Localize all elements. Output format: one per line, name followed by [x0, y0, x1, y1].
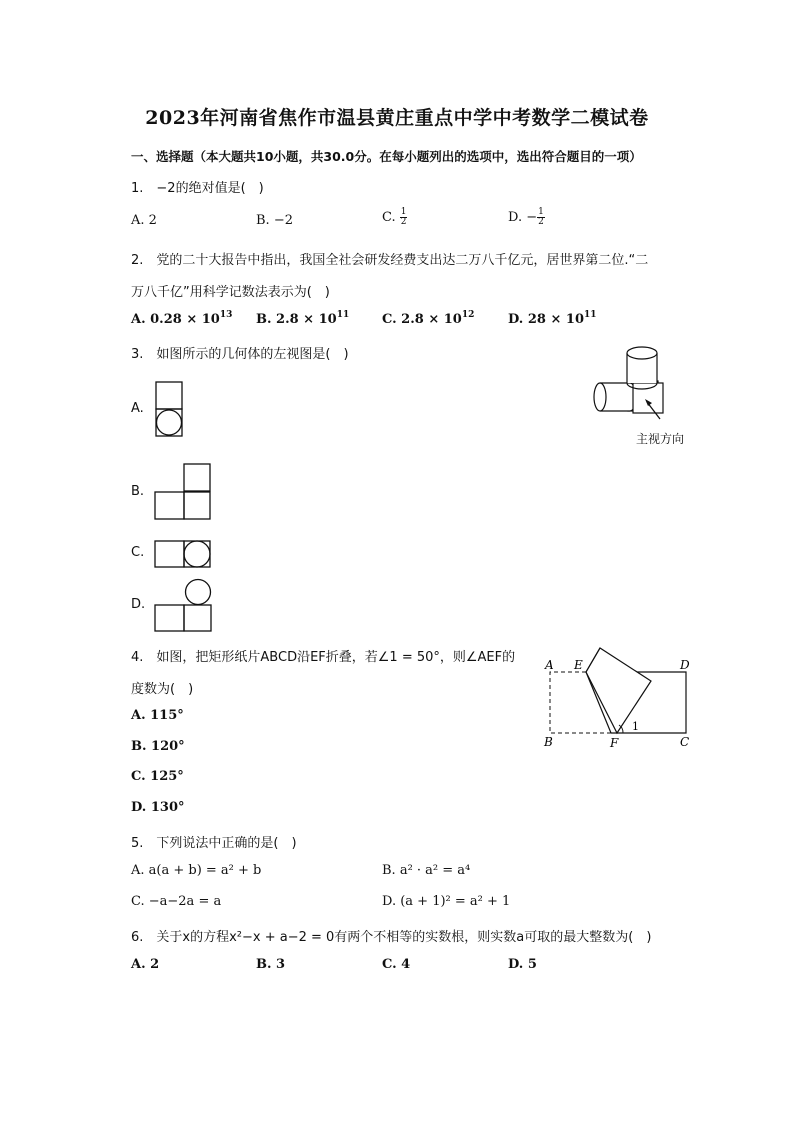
- q2-option-c-exponent: 12: [461, 310, 475, 320]
- q3-option-a-label[interactable]: A.: [131, 401, 144, 416]
- q4-fold-figure: [538, 646, 698, 751]
- q5-option-c[interactable]: C. −a−2a = a: [131, 894, 222, 909]
- q1-option-d-prefix: D. −: [508, 210, 538, 225]
- q2-option-c[interactable]: [382, 312, 474, 327]
- q3-option-d-label[interactable]: D.: [131, 597, 146, 612]
- q2-option-b-base: B. 2.8 × 10: [256, 312, 337, 327]
- label-b: B: [544, 735, 553, 749]
- q6-option-c[interactable]: C. 4: [382, 957, 411, 972]
- q1-option-d-fraction: [537, 208, 545, 227]
- q1-option-c[interactable]: [382, 208, 407, 227]
- q2-option-d-exponent: 11: [584, 310, 597, 320]
- q3-option-b-label[interactable]: B.: [131, 484, 145, 499]
- q4-option-a[interactable]: A. 115°: [131, 708, 184, 723]
- q1-option-a[interactable]: A. 2: [131, 213, 157, 228]
- label-e: E: [574, 658, 583, 672]
- q3-option-b-figure[interactable]: [154, 463, 214, 523]
- q6-option-b[interactable]: B. 3: [256, 957, 286, 972]
- section-heading: 一、选择题（本大题共10小题，共30.0分。在每小题列出的选项中，选出符合题目的一项）: [131, 149, 642, 164]
- fraction-numerator: 1: [538, 207, 544, 217]
- label-f: F: [610, 736, 619, 750]
- q1-option-d[interactable]: [508, 208, 545, 227]
- q2-stem-line2: 万八千亿”用科学记数法表示为( ): [131, 285, 330, 300]
- page-title: 2023年河南省焦作市温县黄庄重点中学中考数学二模试卷: [145, 107, 649, 129]
- q3-option-c-label[interactable]: C.: [131, 545, 145, 560]
- fraction-denominator: 2: [400, 217, 407, 227]
- q2-stem-line1: 2. 党的二十大报告中指出，我国全社会研发经费支出达二万八千亿元，居世界第二位.“二: [131, 253, 649, 268]
- q4-option-c[interactable]: C. 125°: [131, 769, 184, 784]
- label-c: C: [680, 735, 690, 749]
- q6-stem: 6. 关于x的方程x²−x + a−2 = 0有两个不相等的实数根，则实数a可取的最大整数为( ): [131, 930, 652, 945]
- q1-option-b[interactable]: B. −2: [256, 213, 293, 228]
- q2-option-d-base: D. 28 × 10: [508, 312, 584, 327]
- label-d: D: [680, 658, 690, 672]
- label-a: A: [545, 658, 554, 672]
- q3-option-d-figure[interactable]: [154, 578, 214, 634]
- q3-stem: 3. 如图所示的几何体的左视图是( ): [131, 347, 349, 362]
- q5-stem: 5. 下列说法中正确的是( ): [131, 836, 297, 851]
- q1-option-c-fraction: [400, 208, 408, 227]
- q2-option-c-base: C. 2.8 × 10: [382, 312, 462, 327]
- q2-option-a-base: A. 0.28 × 10: [131, 312, 220, 327]
- q4-option-b[interactable]: B. 120°: [131, 739, 185, 754]
- q4-option-d[interactable]: D. 130°: [131, 800, 185, 815]
- q5-option-d[interactable]: D. (a + 1)² = a² + 1: [382, 894, 511, 909]
- q5-option-b[interactable]: B. a² · a² = a⁴: [382, 863, 471, 878]
- q5-option-a[interactable]: A. a(a + b) = a² + b: [131, 863, 262, 878]
- q4-stem-line2: 度数为( ): [131, 682, 194, 697]
- fraction-numerator: 1: [400, 207, 407, 217]
- q2-option-a-exponent: 13: [219, 310, 233, 320]
- q2-option-d[interactable]: [508, 312, 597, 327]
- q6-option-d[interactable]: D. 5: [508, 957, 537, 972]
- q2-option-a[interactable]: [131, 312, 232, 327]
- q3-option-a-figure[interactable]: [155, 381, 185, 439]
- q6-option-a[interactable]: A. 2: [131, 957, 160, 972]
- fraction-denominator: 2: [538, 217, 544, 227]
- q2-option-b[interactable]: [256, 312, 349, 327]
- q3-option-c-figure[interactable]: [154, 539, 214, 569]
- q1-stem: 1. −2的绝对值是( ): [131, 181, 264, 196]
- label-angle-1: 1: [632, 720, 639, 733]
- q3-view-caption: 主视方向: [636, 432, 685, 446]
- q2-option-b-exponent: 11: [336, 310, 350, 320]
- q4-stem-line1: 4. 如图，把矩形纸片ABCD沿EF折叠，若∠1 = 50°，则∠AEF的: [131, 650, 516, 665]
- q1-option-c-prefix: C.: [382, 210, 400, 225]
